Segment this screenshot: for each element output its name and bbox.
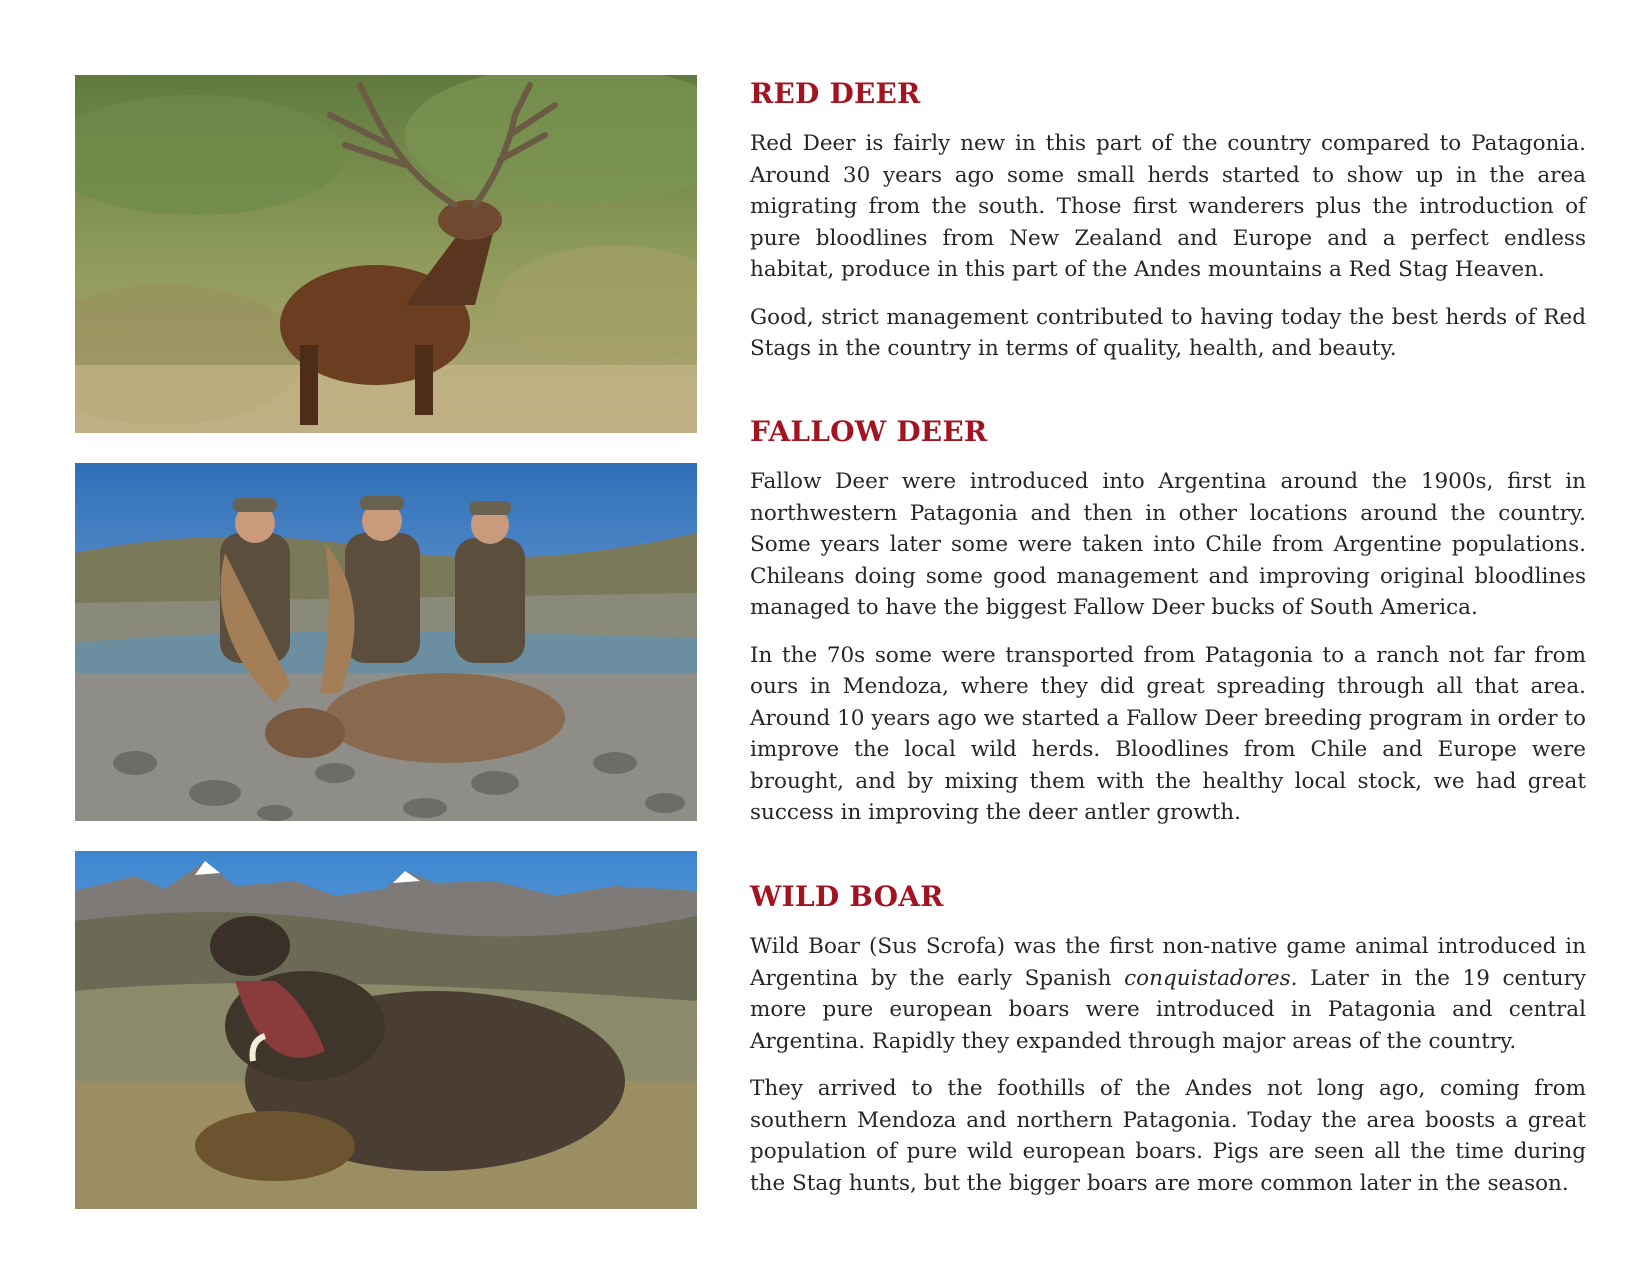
- wild-boar-paragraph-2: They arrived to the foothills of the Andes not long ago, coming from southern Mendoza and northern Patagonia. Today the area boosts a great population of pure wild european boars. Pigs are seen all the time during the Stag hunts, but the bigger boars are more common later in the season.: [750, 1076, 1586, 1196]
- wild-boar-heading: WILD BOAR: [750, 880, 944, 913]
- section-fallow-deer: [750, 414, 1586, 845]
- wild-boar-paragraph-1: [750, 931, 1586, 1057]
- wild-boar-p1-text-end: Later in the 19 century more pure european boars were introduced in Patagonia and central Argentina. Rapidly they expanded through major areas of the country.: [750, 965, 1586, 1054]
- wild-boar-photo: [75, 851, 697, 1209]
- fallow-deer-illustration: [75, 463, 697, 821]
- section-wild-boar: [750, 879, 1586, 1215]
- red-deer-paragraph-1: Red Deer is fairly new in this part of the country compared to Patagonia. Around 30 years ago some small herds started to show up in the area migrating from the south. Those first wanderers plus the introduction of pure bloodlines from New Zealand and Europe and a perfect endless habitat, produce in this part of the Andes mountains a Red Stag Heaven.: [750, 131, 1586, 282]
- wild-boar-p1-italic: conquistadores.: [1124, 965, 1298, 991]
- red-deer-photo: [75, 75, 697, 433]
- fallow-deer-photo: [75, 463, 697, 821]
- red-deer-illustration: [75, 75, 697, 433]
- red-deer-heading: RED DEER: [750, 77, 921, 110]
- red-deer-paragraph-2: Good, strict management contributed to having today the best herds of Red Stags in the country in terms of quality, health, and beauty.: [750, 304, 1586, 361]
- wild-boar-p1-text: Wild Boar (Sus Scrofa) was the first non-native game animal introduced in Argentina by the early Spanish: [750, 934, 1586, 991]
- fallow-deer-heading: FALLOW DEER: [750, 415, 988, 448]
- section-red-deer: [750, 76, 1586, 381]
- fallow-deer-paragraph-1: Fallow Deer were introduced into Argentina around the 1900s, first in northwestern Patagonia and then in other locations around the country. Some years later some were taken into Chile from Argentine populations. Chileans doing some good management and improving original bloodlines managed to have the biggest Fallow Deer bucks of South America.: [750, 469, 1586, 620]
- wild-boar-illustration: [75, 851, 697, 1209]
- fallow-deer-paragraph-2: In the 70s some were transported from Patagonia to a ranch not far from ours in Mendoza, where they did great spreading through all that area. Around 10 years ago we started a Fallow Deer breeding program in order to improve the local wild herds. Bloodlines from Chile and Europe were brought, and by mixing them with the healthy local stock, we had great success in improving the deer antler growth.: [750, 642, 1586, 825]
